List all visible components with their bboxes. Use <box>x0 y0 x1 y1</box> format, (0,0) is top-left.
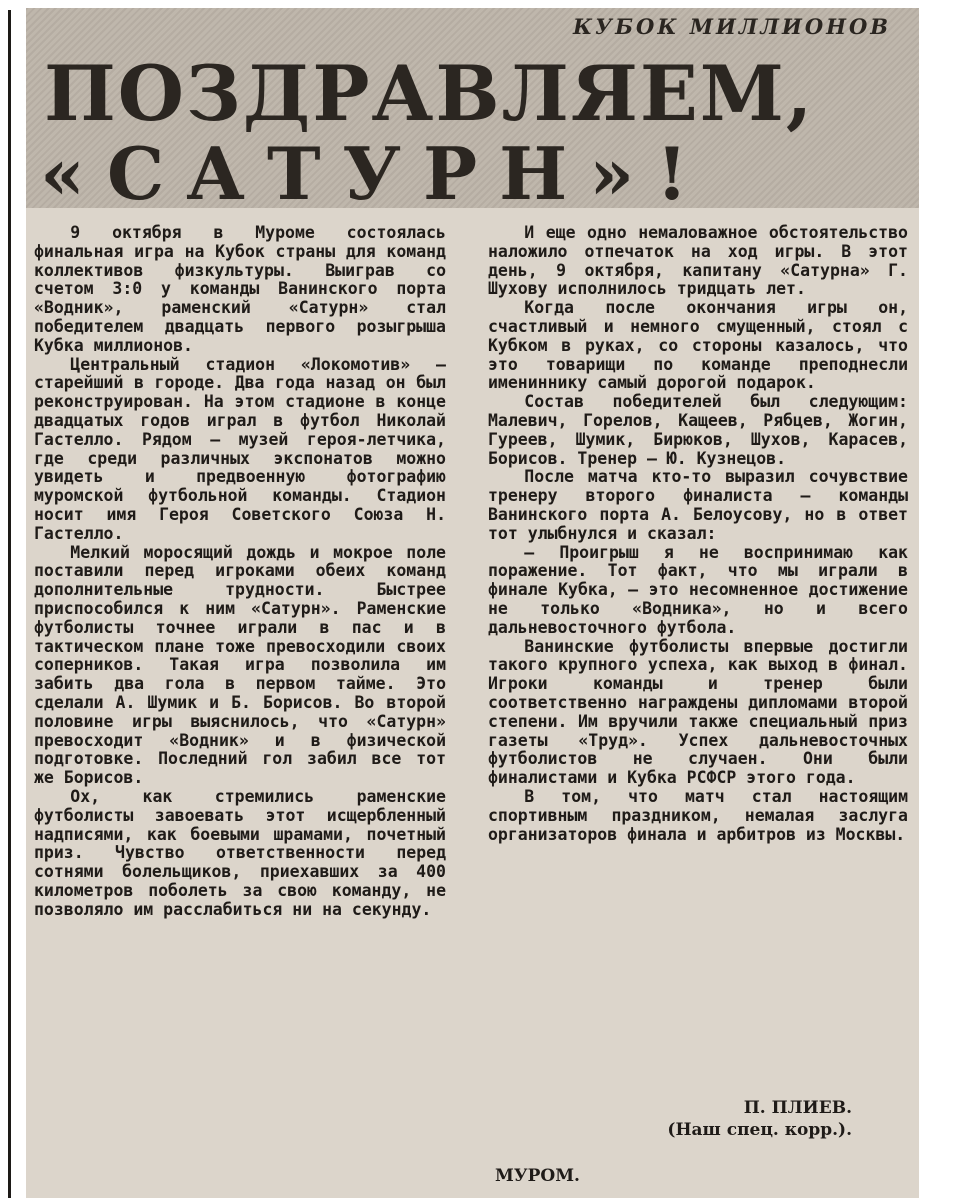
headline-line-1: ПОЗДРАВЛЯЕМ, <box>44 49 815 138</box>
byline <box>462 1097 852 1141</box>
article-paragraph: Ванинские футболисты впервые достигли такого крупного успеха, как выход в финал. Игроки команды и тренер были соответственно награждены дипломами второй степени. Им вручили также специальный приз газеты «Труд». Успех дальневосточных футболистов не случаен. Они были финалистами и Кубка РСФСР этого года. <box>488 636 908 788</box>
article-paragraph: 9 октября в Муроме состоялась финальная игра на Кубок страны для команд коллективов физкультуры. Выиграв со счетом 3:0 у команды Ванинского порта «Водник», раменский «Сатурн» стал победителем двадцать первого розыгрыша Кубка миллионов. <box>34 223 446 355</box>
article-paragraph: Ох, как стремились раменские футболисты завоевать этот исщербленный надписями, как боевыми шрамами, почетный приз. Чувство ответственности перед сотнями болельщиков, приехавших за 400 километров поболеть за свою команду, не позволяло им расслабиться ни на секунду. <box>34 786 446 919</box>
article-paragraph: — Проигрыш я не воспринимаю как поражение. Тот факт, что мы играли в финале Кубка, — это несомненное достижение не только «Водника», но и всего дальневосточного футбола. <box>488 542 908 637</box>
article-paragraph: И еще одно немаловажное обстоятельство наложило отпечаток на ход игры. В этот день, 9 октября, капитану «Сатурна» Г. Шухову исполнилось тридцать лет. <box>488 223 908 299</box>
header-band <box>26 8 919 216</box>
article-paragraph: Мелкий моросящий дождь и мокрое поле поставили перед игроками обеих команд дополнительные трудности. Быстрее приспособился к ним «Сатурн». Раменские футболисты точнее играли в пас и в тактическом плане тоже превосходили своих соперников. Такая игра позволила им забить два гола в первом тайме. Это сделали А. Шумик и Б. Борисов. Во второй половине игры выяснилось, что «Сатурн» превосходит «Водник» и в физической подготовке. Последний гол забил все тот же Борисов. <box>34 542 446 788</box>
byline-role: (Наш спец. корр.). <box>667 1120 852 1140</box>
article-paragraph: Состав победителей был следующим: Малевич, Горелов, Кащеев, Рябцев, Жогин, Гуреев, Шумик, Бирюков, Шухов, Карасев, Борисов. Тренер — Ю. Кузнецов. <box>488 392 908 468</box>
article-paragraph: Когда после окончания игры он, счастливый и немного смущенный, стоял с Кубком в руках, со стороны казалось, что это товарищи по команде преподнесли имениннику самый дорогой подарок. <box>488 298 908 393</box>
article-left-column <box>34 224 446 919</box>
newspaper-clipping <box>26 8 919 1198</box>
article-paragraph: Центральный стадион «Локомотив» — старейший в городе. Два года назад он был реконструирован. На этом стадионе в конце двадцатых годов играл в футбол Николай Гастелло. Рядом — музей героя-летчика, где среди различных экспонатов можно увидеть и предвоенную фотографию муромской футбольной команды. Стадион носит имя Героя Советского Союза Н. Гастелло. <box>34 354 446 543</box>
headline-line-2: «САТУРН»! <box>40 131 710 216</box>
article-paragraph: После матча кто-то выразил сочувствие тренеру второго финалиста — команды Ванинского порта А. Белоусову, но в ответ тот улыбнулся и сказал: <box>488 467 908 543</box>
left-column-rule <box>8 10 11 1198</box>
article-right-column <box>488 224 908 844</box>
byline-author: П. ПЛИЕВ. <box>743 1098 852 1118</box>
article-paragraph: В том, что матч стал настоящим спортивным праздником, немалая заслуга организаторов финала и арбитров из Москвы. <box>488 786 908 844</box>
dateline: МУРОМ. <box>495 1166 580 1186</box>
rubric-label: КУБОК МИЛЛИОНОВ <box>572 14 891 39</box>
